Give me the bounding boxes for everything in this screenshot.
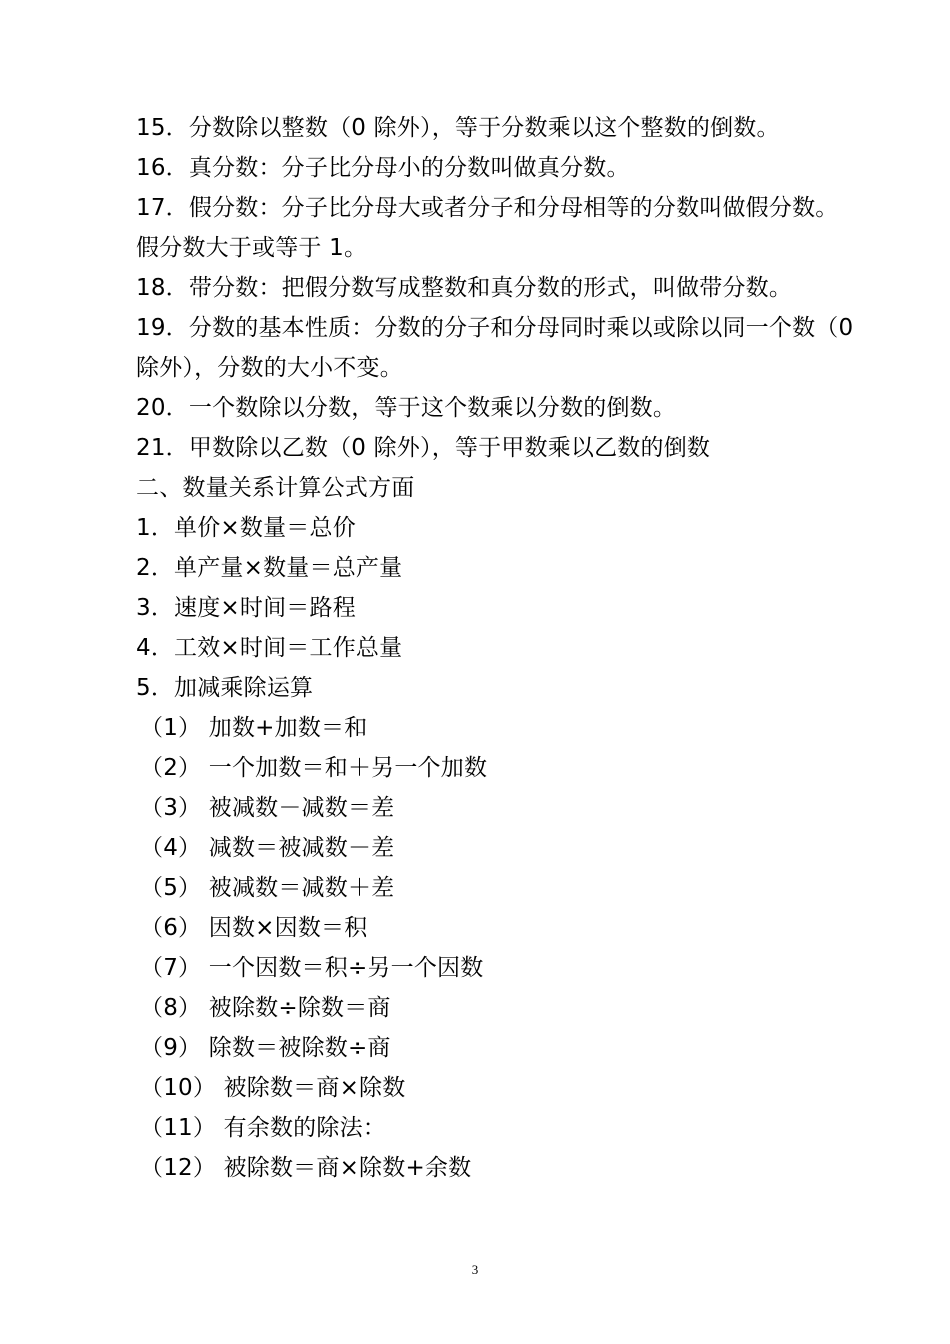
sub-formula-5: （5） 被减数＝减数＋差 [140, 875, 395, 901]
formula-line-3: 3．速度×时间＝路程 [136, 595, 356, 621]
text-line-21: 21．甲数除以乙数（0 除外），等于甲数乘以乙数的倒数 [136, 435, 711, 461]
text-line-16: 16．真分数：分子比分母小的分数叫做真分数。 [136, 155, 630, 181]
formula-line-4: 4．工效×时间＝工作总量 [136, 635, 403, 661]
formula-line-2: 2．单产量×数量＝总产量 [136, 555, 403, 581]
text-line-15: 15．分数除以整数（0 除外），等于分数乘以这个整数的倒数。 [136, 115, 780, 141]
sub-formula-3: （3） 被减数－减数＝差 [140, 795, 395, 821]
sub-formula-10: （10） 被除数＝商×除数 [140, 1075, 406, 1101]
text-line-20: 20．一个数除以分数，等于这个数乘以分数的倒数。 [136, 395, 677, 421]
text-line-19: 19．分数的基本性质：分数的分子和分母同时乘以或除以同一个数（0 [136, 315, 854, 341]
sub-formula-11: （11） 有余数的除法： [140, 1115, 386, 1141]
text-line-17-cont: 假分数大于或等于 1。 [136, 235, 368, 261]
section-heading: 二、数量关系计算公式方面 [136, 475, 415, 501]
page-number: 3 [471, 1262, 479, 1277]
text-line-18: 18．带分数：把假分数写成整数和真分数的形式，叫做带分数。 [136, 275, 793, 301]
sub-formula-1: （1） 加数+加数＝和 [140, 715, 368, 741]
sub-formula-2: （2） 一个加数＝和＋另一个加数 [140, 755, 488, 781]
formula-line-1: 1．单价×数量＝总价 [136, 515, 356, 541]
text-line-17: 17．假分数：分子比分母大或者分子和分母相等的分数叫做假分数。 [136, 195, 839, 221]
formula-line-5: 5．加减乘除运算 [136, 675, 314, 701]
sub-formula-8: （8） 被除数÷除数＝商 [140, 995, 391, 1021]
sub-formula-9: （9） 除数＝被除数÷商 [140, 1035, 391, 1061]
sub-formula-4: （4） 减数＝被减数－差 [140, 835, 395, 861]
sub-formula-7: （7） 一个因数＝积÷另一个因数 [140, 955, 484, 981]
sub-formula-6: （6） 因数×因数＝积 [140, 915, 368, 941]
document-body [136, 108, 866, 1188]
sub-formula-12: （12） 被除数＝商×除数+余数 [140, 1155, 472, 1181]
text-line-19-cont: 除外），分数的大小不变。 [136, 355, 403, 381]
